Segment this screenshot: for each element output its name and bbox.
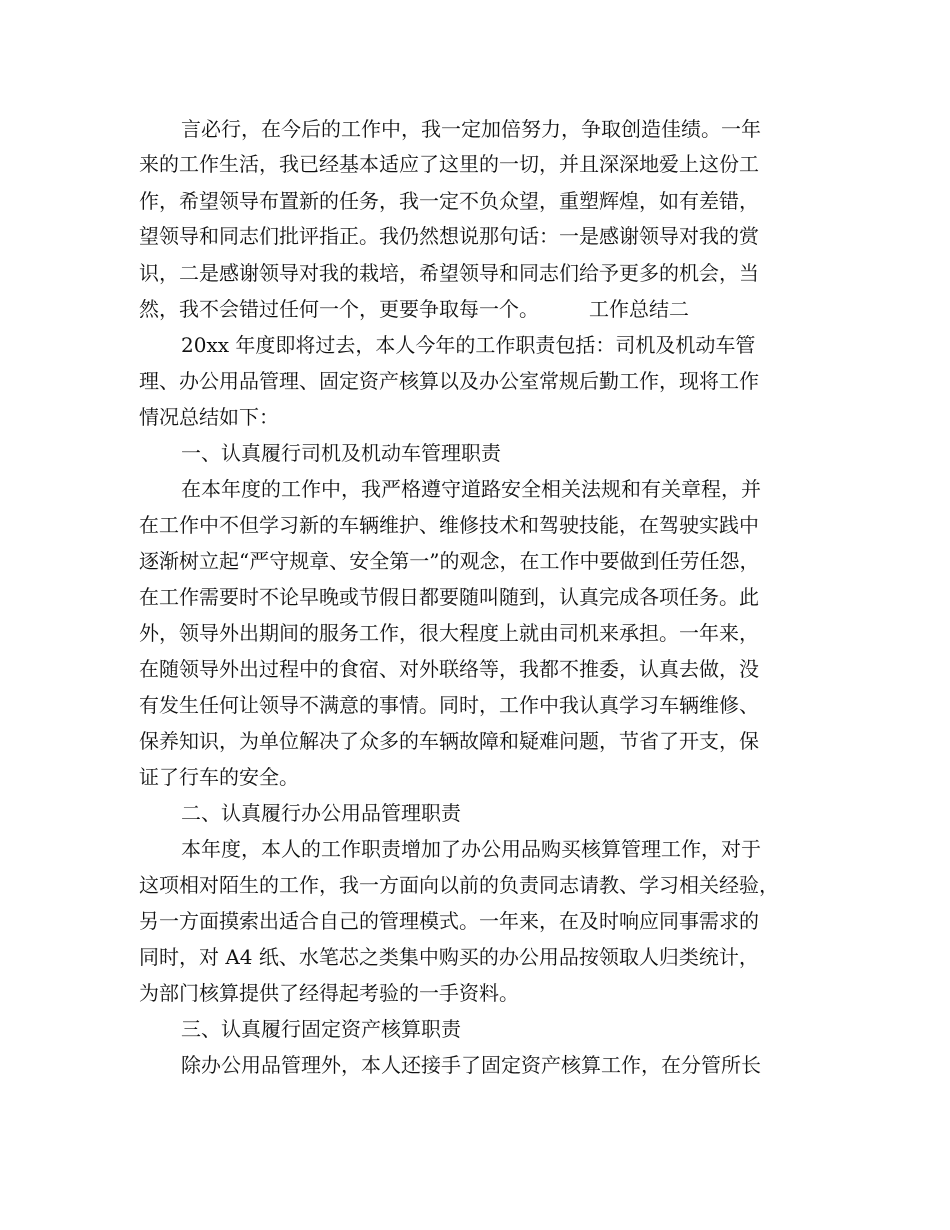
paragraph-line: 另一方面摸索出适合自己的管理模式。一年来，在及时响应同事需求的: [139, 909, 759, 933]
section-heading: 三、认真履行固定资产核算职责: [181, 1017, 461, 1041]
paragraph-line: 理、办公用品管理、固定资产核算以及办公室常规后勤工作，现将工作: [139, 369, 759, 393]
paragraph-line: 证了行车的安全。: [139, 765, 299, 789]
section-heading: 二、认真履行办公用品管理职责: [181, 801, 461, 825]
paragraph-line: 作，希望领导布置新的任务，我一定不负众望，重塑辉煌，如有差错，: [139, 189, 759, 213]
paragraph-line: 除办公用品管理外，本人还接手了固定资产核算工作，在分管所长: [181, 1053, 761, 1077]
paragraph-line: 逐渐树立起“严守规章、安全第一”的观念，在工作中要做到任劳任怨，: [139, 549, 760, 573]
paragraph-line: 有发生任何让领导不满意的事情。同时，工作中我认真学习车辆维修、: [139, 693, 759, 717]
paragraph-line: 保养知识，为单位解决了众多的车辆故障和疑难问题，节省了开支，保: [139, 729, 759, 753]
paragraph-line: 本年度，本人的工作职责增加了办公用品购买核算管理工作，对于: [181, 837, 761, 861]
paragraph-line: 外，领导外出期间的服务工作，很大程度上就由司机来承担。一年来，: [139, 621, 759, 645]
paragraph-line: 这项相对陌生的工作，我一方面向以前的负责同志请教、学习相关经验，: [139, 873, 779, 897]
paragraph-line: 言必行，在今后的工作中，我一定加倍努力，争取创造佳绩。一年: [181, 117, 761, 141]
paragraph-line: 在本年度的工作中，我严格遵守道路安全相关法规和有关章程，并: [181, 477, 761, 501]
paragraph-line: 在工作中不但学习新的车辆维护、维修技术和驾驶技能，在驾驶实践中: [139, 513, 759, 537]
paragraph-line: 为部门核算提供了经得起考验的一手资料。: [139, 981, 519, 1005]
paragraph-line: 来的工作生活，我已经基本适应了这里的一切，并且深深地爱上这份工: [139, 152, 759, 176]
paragraph-line: 同时，对 A4 纸、水笔芯之类集中购买的办公用品按领取人归类统计，: [139, 945, 759, 969]
paragraph-line: 识，二是感谢领导对我的栽培，希望领导和同志们给予更多的机会，当: [139, 261, 759, 285]
paragraph-line: 在随领导外出过程中的食宿、对外联络等，我都不推委，认真去做，没: [139, 657, 759, 681]
paragraph-line: 情况总结如下：: [139, 405, 279, 429]
paragraph-line: 望领导和同志们批评指正。我仍然想说那句话：一是感谢领导对我的赏: [139, 224, 759, 248]
paragraph-line: 在工作需要时不论早晚或节假日都要随叫随到，认真完成各项任务。此: [139, 585, 759, 609]
paragraph-line: 然，我不会错过任何一个，更要争取每一个。 工作总结二: [139, 297, 689, 321]
section-heading: 一、认真履行司机及机动车管理职责: [181, 441, 501, 465]
paragraph-line: 20xx 年度即将过去，本人今年的工作职责包括：司机及机动车管: [181, 333, 756, 357]
